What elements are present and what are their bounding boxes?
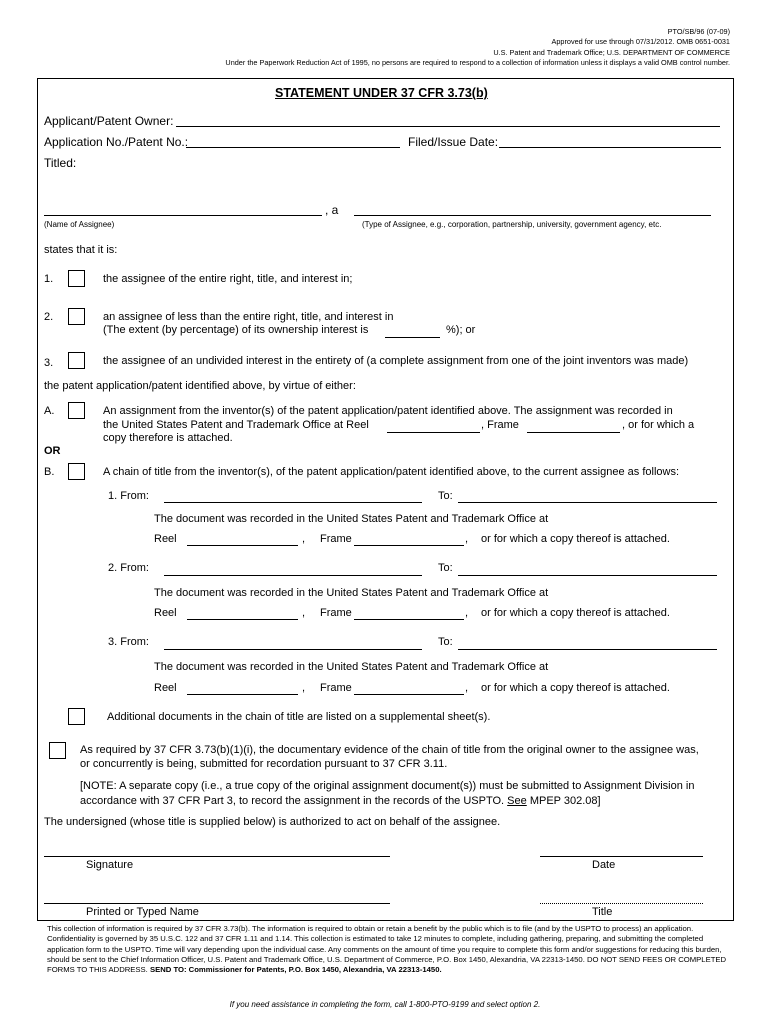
assignee-type-field[interactable]	[354, 203, 711, 216]
chain-3-comma: ,	[302, 682, 306, 694]
option-b-letter: B.	[44, 466, 55, 478]
chain-3-reel-field[interactable]	[187, 682, 298, 695]
option-a-line1: An assignment from the inventor(s) of the patent application/patent identified above. The assignment was recorded in	[103, 405, 673, 417]
date-label: Date	[592, 859, 616, 871]
agency-line: U.S. Patent and Trademark Office; U.S. DEPARTMENT OF COMMERCE	[493, 48, 730, 57]
chain-2-frame-label: Frame	[320, 607, 352, 619]
title-label: Title	[592, 906, 613, 918]
note-line2	[80, 795, 601, 807]
assignee-name-caption: (Name of Assignee)	[44, 220, 115, 229]
option-2-checkbox[interactable]	[68, 308, 85, 325]
option-2-text: an assignee of less than the entire right, title, and interest in	[103, 311, 394, 323]
option-a-checkbox[interactable]	[68, 402, 85, 419]
see-link: See	[507, 795, 527, 807]
chain-2-comma: ,	[302, 607, 306, 619]
ownership-percentage-field[interactable]	[385, 325, 440, 338]
option-1-text: the assignee of the entire right, title, and interest in;	[103, 273, 353, 285]
chain-3-to-label: To:	[438, 636, 453, 648]
printed-name-label: Printed or Typed Name	[86, 906, 199, 918]
chain-1-frame-label: Frame	[320, 533, 352, 545]
or-separator: OR	[44, 445, 61, 457]
undersigned-text: The undersigned (whose title is supplied below) is authorized to act on behalf of the assignee.	[44, 816, 501, 828]
titled-field[interactable]	[90, 156, 724, 202]
option-1-checkbox[interactable]	[68, 270, 85, 287]
recordation-checkbox[interactable]	[49, 742, 66, 759]
burden-text: This collection of information is required by 37 CFR 3.73(b). The information is required to obtain or retain a benefit by the public which is to file (and by the USPTO to process) an application. Confidentiality is governed by 35 U.S.C. 122 and 37 CFR 1.11 and 1.14. This collection is estimated to take 12 minutes to complete, including gathering, preparing, and submitting the completed application form to the USPTO. Time will vary depending upon the individual case. Any comments on the amount of time you require to complete this form and/or suggestions for reducing this burden, should be sent to the Chief Information Officer, U.S. Patent and Trademark Office, U.S. Department of Commerce, P.O. Box 1450, Alexandria, VA 22313-1450. DO NOT SEND FEES OR COMPLETED FORMS TO THIS ADDRESS.	[47, 924, 727, 975]
chain-2-reel-field[interactable]	[187, 607, 298, 620]
chain-1-to-field[interactable]	[458, 490, 717, 503]
chain-1-from-field[interactable]	[164, 490, 422, 503]
option-a-copy-text: , or for which a	[622, 419, 695, 431]
chain-3-reel-label: Reel	[154, 682, 177, 694]
chain-2-recorded-text: The document was recorded in the United States Patent and Trademark Office at	[154, 587, 549, 599]
filed-date-field[interactable]	[499, 135, 721, 148]
form-id: PTO/SB/96 (07-09)	[667, 27, 730, 36]
send-to-text: SEND TO: Commissioner for Patents, P.O. Box 1450, Alexandria, VA 22313-1450.	[149, 965, 442, 975]
burden-statement	[47, 924, 727, 975]
chain-1-reel-field[interactable]	[187, 533, 298, 546]
form-title: STATEMENT UNDER 37 CFR 3.73(b)	[275, 86, 488, 100]
option-3-num: 3.	[44, 357, 54, 369]
omb-approval: Approved for use through 07/31/2012. OMB 0651-0031	[551, 37, 730, 46]
note-line1: [NOTE: A separate copy (i.e., a true copy of the original assignment document(s)) must be submitted to Assignment Division in	[80, 780, 695, 792]
chain-3-to-field[interactable]	[458, 637, 717, 650]
required-line1: As required by 37 CFR 3.73(b)(1)(i), the documentary evidence of the chain of title from the original owner to the assignee was,	[80, 744, 699, 756]
option-a-frame-label: , Frame	[481, 419, 519, 431]
option-b-text: A chain of title from the inventor(s), of the patent application/patent identified above, to the current assignee as follows:	[103, 466, 680, 478]
option-b-checkbox[interactable]	[68, 463, 85, 480]
chain-1-comma-2: ,	[465, 533, 469, 545]
chain-1-to-label: To:	[438, 490, 453, 502]
printed-name-field[interactable]	[44, 890, 390, 904]
chain-3-frame-label: Frame	[320, 682, 352, 694]
chain-3-from-label: 3. From:	[108, 636, 149, 648]
virtue-text: the patent application/patent identified above, by virtue of either:	[44, 380, 356, 392]
chain-1-reel-label: Reel	[154, 533, 177, 545]
chain-2-from-label: 2. From:	[108, 562, 149, 574]
additional-documents-checkbox[interactable]	[68, 708, 85, 725]
paperwork-notice: Under the Paperwork Reduction Act of 1995, no persons are required to respond to a collection of information unless it displays a valid OMB control number.	[225, 58, 730, 67]
applicant-label: Applicant/Patent Owner:	[44, 114, 174, 128]
assignee-name-field[interactable]	[44, 203, 322, 216]
option-a-letter: A.	[44, 405, 55, 417]
signature-field[interactable]	[44, 843, 390, 857]
chain-2-reel-label: Reel	[154, 607, 177, 619]
assignee-type-caption: (Type of Assignee, e.g., corporation, partnership, university, government agency, etc.	[362, 220, 662, 229]
chain-1-recorded-text: The document was recorded in the United States Patent and Trademark Office at	[154, 513, 549, 525]
chain-2-to-field[interactable]	[458, 563, 717, 576]
application-no-field[interactable]	[186, 135, 400, 148]
chain-2-copy-text: or for which a copy thereof is attached.	[481, 607, 670, 619]
option-a-reel-field[interactable]	[387, 420, 480, 433]
titled-label: Titled:	[44, 156, 77, 170]
chain-3-comma-2: ,	[465, 682, 469, 694]
title-field[interactable]	[540, 890, 703, 904]
option-1-num: 1.	[44, 273, 54, 285]
application-no-label: Application No./Patent No.:	[44, 135, 189, 149]
chain-3-copy-text: or for which a copy thereof is attached.	[481, 682, 670, 694]
chain-1-comma: ,	[302, 533, 306, 545]
comma-a: , a	[325, 203, 339, 217]
chain-2-comma-2: ,	[465, 607, 469, 619]
additional-documents-text: Additional documents in the chain of title are listed on a supplemental sheet(s).	[107, 711, 491, 723]
required-line2: or concurrently is being, submitted for recordation pursuant to 37 CFR 3.11.	[80, 758, 448, 770]
option-3-checkbox[interactable]	[68, 352, 85, 369]
filed-date-label: Filed/Issue Date:	[408, 135, 499, 149]
option-2-extent-text: (The extent (by percentage) of its ownership interest is	[103, 324, 369, 336]
option-a-line2: the United States Patent and Trademark Office at Reel	[103, 419, 369, 431]
option-a-frame-field[interactable]	[527, 420, 620, 433]
chain-2-from-field[interactable]	[164, 563, 422, 576]
note-line2-text: accordance with 37 CFR Part 3, to record the assignment in the records of the USPTO.	[80, 795, 505, 807]
mpep-ref: MPEP 302.08]	[529, 795, 601, 807]
signature-label: Signature	[86, 859, 134, 871]
date-field[interactable]	[540, 843, 703, 857]
option-2-percent-text: %); or	[446, 324, 476, 336]
chain-1-frame-field[interactable]	[354, 533, 464, 546]
chain-3-frame-field[interactable]	[354, 682, 464, 695]
option-2-num: 2.	[44, 311, 54, 323]
chain-3-recorded-text: The document was recorded in the United States Patent and Trademark Office at	[154, 661, 549, 673]
option-a-line3: copy therefore is attached.	[103, 432, 233, 444]
chain-1-copy-text: or for which a copy thereof is attached.	[481, 533, 670, 545]
states-text: states that it is:	[44, 244, 118, 256]
option-3-text: the assignee of an undivided interest in the entirety of (a complete assignment from one of the joint inventors was made)	[103, 355, 689, 367]
help-line: If you need assistance in completing the form, call 1-800-PTO-9199 and select option 2.	[229, 1000, 541, 1009]
chain-2-to-label: To:	[438, 562, 453, 574]
applicant-field[interactable]	[176, 114, 720, 127]
chain-2-frame-field[interactable]	[354, 607, 464, 620]
chain-1-from-label: 1. From:	[108, 490, 149, 502]
chain-3-from-field[interactable]	[164, 637, 422, 650]
